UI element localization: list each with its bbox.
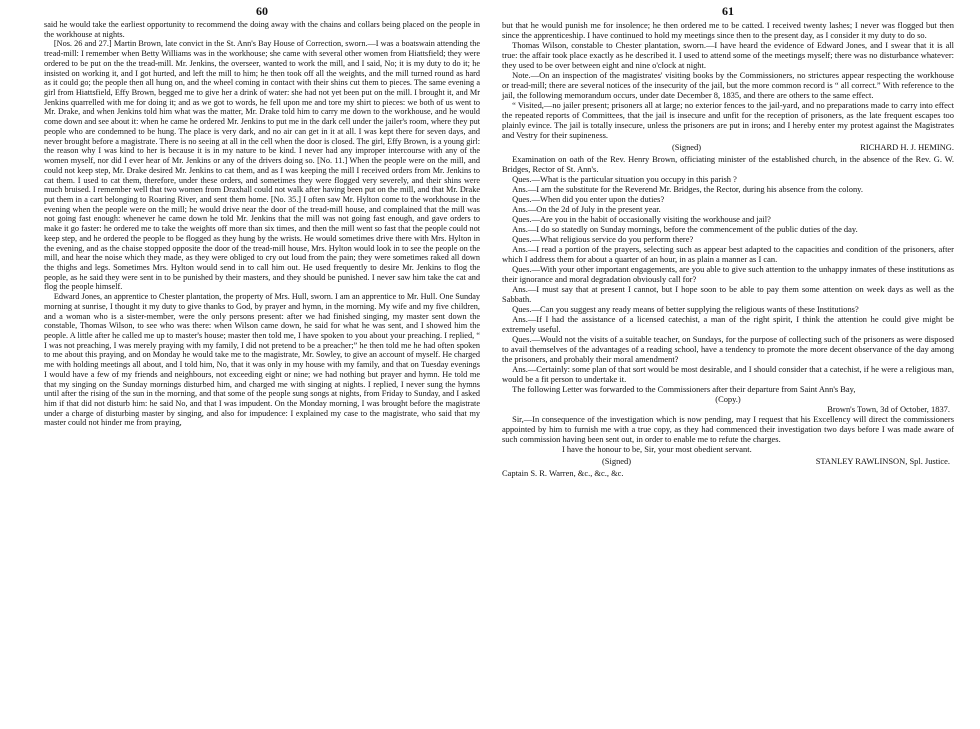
qa-line: Ques.—Would not the visits of a suitable teacher, on Sundays, for the purpose of collecting such of the prisoners as were disposed to avail themselves of the advantages of a reading school, have a tendency to promote the more decent observance of the day among the prisoners, and probably their moral amendment?: [502, 334, 954, 364]
qa-line: Ans.—I am the substitute for the Reverend Mr. Bridges, the Rector, during his absence from the colony.: [512, 184, 863, 194]
paragraph: Thomas Wilson, constable to Chester plantation, sworn.—I have heard the evidence of Edward Jones, and I swear that it is all true: the affair took place exactly as he described it. I used to attend some of the meetings myself; there was no disturbance whatever: they used to be over between eight and nine o'clock at night.: [502, 40, 954, 70]
paragraph: Examination on oath of the Rev. Henry Brown, officiating minister of the established church, in the absence of the Rev. G. W. Bridges, Rector of St. Ann's.: [502, 154, 954, 174]
qa-line: Ques.—Are you in the habit of occasionally visiting the workhouse and jail?: [512, 214, 771, 224]
right-page: [490, 0, 980, 729]
letter-body: Sir,—In consequence of the investigation which is now pending, may I request that his Excellency will direct the commissioners appointed by him to furnish me with a true copy, as they had commenced their investigation two days before I was made aware of such commission having been sent out, in order to enable me to refute the charges.: [502, 414, 954, 444]
signature-block-heming: [502, 142, 954, 152]
paragraph: said he would take the earliest opportunity to recommend the doing away with the chains and collars being placed on the people in the workhouse at nights.: [44, 20, 480, 39]
page-number-right: 61: [722, 4, 734, 18]
signature-block-rawlinson: [502, 456, 954, 466]
qa-line: Ans.—If I had the assistance of a licensed catechist, a man of the right spirit, I think the attention he could give might be extremely useful.: [502, 314, 954, 334]
right-column: [502, 20, 954, 478]
signed-label: (Signed): [602, 456, 632, 466]
letter-closing: I have the honour to be, Sir, your most obedient servant.: [562, 444, 752, 454]
paragraph: The following Letter was forwarded to the Commissioners after their departure from Saint Ann's Bay,: [512, 384, 856, 394]
addressee: Captain S. R. Warren, &c., &c., &c.: [502, 468, 624, 478]
left-column: [44, 20, 480, 428]
letter-date: Brown's Town, 3d of October, 1837.: [827, 404, 950, 414]
page-number-left: 60: [256, 4, 268, 18]
paragraph: Note.—On an inspection of the magistrates' visiting books by the Commissioners, no strictures appear respecting the workhouse or tread-mill; there are several notices of the insecurity of the jail, but the more common record is “ all correct.” With reference to the jail, the following memorandum occurs, under date December 8, 1835, and there are others to the same effect.: [502, 70, 954, 100]
qa-line: Ans.—On the 2d of July in the present year.: [512, 204, 661, 214]
signer-name: RICHARD H. J. HEMING.: [860, 142, 954, 152]
copy-label: (Copy.): [715, 394, 741, 404]
qa-line: Ans.—I read a portion of the prayers, selecting such as appear best adapted to the capacities and condition of the prisoners, after which I address them for about a quarter of an hour, in as plain a manner as I can.: [502, 244, 954, 264]
qa-line: Ques.—When did you enter upon the duties?: [512, 194, 665, 204]
qa-line: Ans.—I must say that at present I cannot, but I hope soon to be able to pay them some attention on week days as well as the Sabbath.: [502, 284, 954, 304]
signed-label: (Signed): [672, 142, 702, 152]
paragraph: “ Visited,—no jailer present; prisoners all at large; no exterior fences to the jail-yard, and no preparations made to carry into effect the repeated reports of Committees, that the jail is insecure and unfit for the reception of prisoners, as the late frequent escapes too plainly evince. The jail is totally insecure, unless the prisoners are put in irons; and I hereby enter my protest against the Magistrates and Vestry for their supineness.: [502, 100, 954, 140]
qa-line: Ques.—What religious service do you perform there?: [512, 234, 694, 244]
paragraph: Edward Jones, an apprentice to Chester plantation, the property of Mrs. Hull, sworn. I am an apprentice to Mr. Hull. One Sunday morning at sunrise, I thought it my duty to give thanks to God, by prayer and hymn, in the morning. My wife and my five children, and a woman who is a sister-member, were the only persons present: after we had finished singing, my master sent down the constable, Thomas Wilson, to see who was there: when Wilson came down, he said for what he was sent, and I showed him the people. A little after he called me up to master's house; master then told me, I have spoken to you about your preaching. I replied, “ I was not preaching, I was merely praying with my family, I did not pretend to be a preacher;” he then told me he had often spoken to me about this praying, and on Monday he would take me to the magistrate, Mr. Sowley, to give an account of myself. He charged me with holding meetings all about, and I told him, No, that it was only in my house with my family, and that on Tuesday evenings I would have a few of my friends and neighbours, not exceeding eight or nine; we had nothing but prayer and hymn. He told me that my singing on the Sunday mornings disturbed him, and charged me with singing at nights. I replied, I never sung the hymns until after the rising of the sun in the morning, and that some of the people sung songs at nights, from Friday to Sunday, and I asked him if that did not disturb him: he said No, and that I was impudent. On the Monday morning, I was brought before the magistrate under a charge of disturbing master by singing, and also for impudence: I explained my case to the magistrate, who said that my master could not hinder me from praying,: [44, 292, 480, 428]
paragraph: [Nos. 26 and 27.] Martin Brown, late convict in the St. Ann's Bay House of Correction, sworn.—I was a boatswain attending the tread-mill: I remember when Betty Williams was in the workhouse; she came with several other women from Hiattsfield; they were ordered to be put on the the tread-mill. Mr. Jenkins, the overseer, wanted to work the mill, and I said, No; it is my duty to do it; he insisted on working it, and I got hurted, and left the mill to him; he then took off all the weights, and the mill turned round as hard as it could go; the people then all hung on, and the wheel coming in contact with their shins cut them to pieces. The same evening a girl from Hiattsfield, Effy Brown, begged me to give her a drink of water: she had not yet been put on the mill. I brought it, and Mr Jenkins quarrelled with me for doing it; and as we got to words, he fell upon me and tore my shirt to pieces: we both of us went to Mr. Drake, and when Jenkins told him what was the matter, Mr. Drake told him to carry me down to the workhouse, and he would come down and see about it: when he came he ordered Mr. Jenkins to put me in the dark cell under the jailer's room, where they put people who are condemned to be hung. The place is very dark, and no air can get in it at all. I was kept there for seven days, and never brought before a magistrate. There is no seeing at all in the cell when the door is closed. The girl, Effy Brown, is a young girl: the reason why I was kind to her is because it is in my nature to be kind. I never had any improper intercourse with any of the women myself, nor did I ever hear of Mr. Jenkins or any of the drivers doing so. [No. 11.] When the people were on the mill, and could not keep step, Mr. Drake desired Mr. Jenkins to cat them, and as I was keeping the mill I received orders from Mr. Jenkins to cat them. I used to cat them, therefore, under these orders, and sometimes they were flogged very severely, and their shins were much bruised. I remember well that two women from Draxhall could not walk after having been put on the mill, and that Mr. Drake put them in a cart belonging to Roaring River, and sent them home. [No. 35.] I often saw Mr. Hylton come to the workhouse in the evening when the people were on the mill; he would drive near the door of the tread-mill house, and complained that the mill was not going fast enough: whenever he came down he told Mr. Jenkins that the mill was not going fast enough, and gave orders to make it go faster: he ordered me to take the weights off more than six times, and then the mill went so fast that the people could not keep step, and he ordered the people to be flogged as they hung by the wrists. He would sometimes drive there with Mrs. Hylton in the evening, and as the chaise stopped opposite the door of the tread-mill house, Mrs. Hylton would look in to see the people on the mill, and hear the noise which they made, as they were obliged to cry out loud from the pain; they were sometimes raked all down the thighs and legs. Sometimes Mrs. Hylton would send in to call him out. He used frequently to desire Mr. Jenkins to flog the people, as he said they were sent in to be punished by their masters, and they should be punished. I never saw him take the cat and flog the people himself.: [44, 39, 480, 292]
qa-line: Ques.—With your other important engagements, are you able to give such attention to the unhappy inmates of these institutions as their ignorance and moral degradation obviously call for?: [502, 264, 954, 284]
qa-line: Ques.—Can you suggest any ready means of better supplying the religious wants of these Institutions?: [512, 304, 859, 314]
qa-line: Ans.—I do so statedly on Sunday mornings, before the commencement of the public duties of the day.: [512, 224, 858, 234]
qa-line: Ans.—Certainly: some plan of that sort would be most desirable, and I should consider that a catechist, if he were a religious man, would be a fit person to undertake it.: [502, 364, 954, 384]
signer-name: STANLEY RAWLINSON, Spl. Justice.: [815, 456, 950, 466]
paragraph: but that he would punish me for insolence; he then ordered me to be catted. I received twenty lashes; I never was flogged but then since the apprenticeship. I have continued to hold my meetings since then to the present day, as I consider it my duty to do so.: [502, 20, 954, 40]
qa-line: Ques.—What is the particular situation you occupy in this parish ?: [512, 174, 737, 184]
